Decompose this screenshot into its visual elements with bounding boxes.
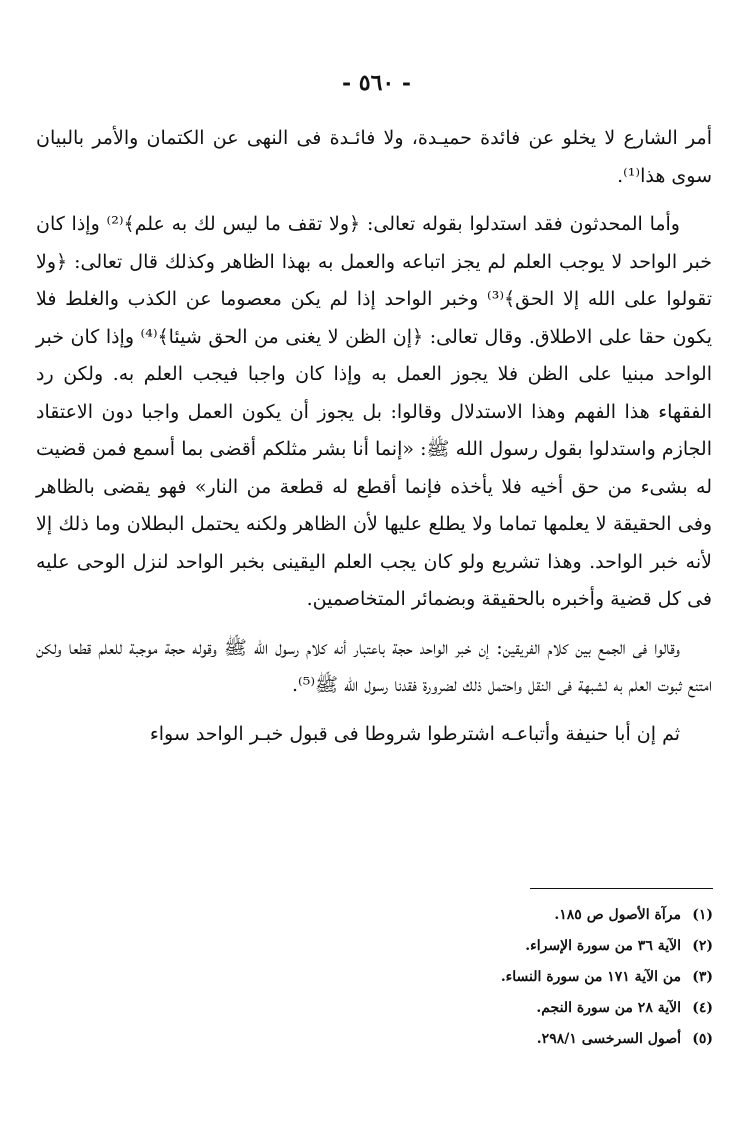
footnote (313, 931, 713, 962)
footnote (313, 1024, 713, 1055)
footnote (313, 993, 713, 1024)
footnote-divider (530, 888, 713, 889)
footnote-number: (٣) (692, 969, 713, 985)
footnote-number: (٤) (692, 1000, 713, 1016)
paragraph: وأما المحدثون فقد استدلوا بقوله تعالى: ﴿ولا تقف ما ليس لك به علم﴾⁽²⁾ وإذا كان خبر الواحد لا يوجب العلم لم يجز اتباعه والعمل به بهذا الظاهر وكذلك قال تعالى: ﴿ولا تقولوا على الله إلا الحق﴾⁽³⁾ وخبر الواحد إذا لم يكن معصوما عن الكذب والغلط فلا يكون حقا على الاطلاق. وقال تعالى: ﴿إن الظن لا يغنى من الحق شيئا﴾⁽⁴⁾ وإذا كان خبر الواحد مبنيا على الظن فلا يجوز العمل به وإذا كان واجبا فيجب العلم به. ولكن رد الفقهاء هذا الفهم وهذا الاستدلال وقالوا: بل يجوز أن يكون العمل واجبا دون الاعتقاد الجازم واستدلوا بقول رسول الله ﷺ: «إنما أنا بشر مثلكم أقضى بما أسمع فمن قضيت له بشىء من حق أخيه فلا يأخذه فإنما أقطع له قطعة من النار» فهو يقضى بالظاهر وفى الحقيقة لا يعلمها تماما ولا يطلع عليها لأن الظاهر ولكنه يحتمل البطلان وما ذلك إلا لأنه خبر الواحد. وهذا تشريع ولو كان يجب العلم اليقينى بخبر الواحد لنزل الوحى عليه فى كل قضية وأخبره بالحقيقة وبضمائر المتخاصمين. (36, 213, 713, 610)
footnote (313, 900, 713, 931)
footnote (313, 962, 713, 993)
footnote-text: الآية ٣٦ من سورة الإسراء. (525, 938, 681, 954)
paragraph: ثم إن أبا حنيفة وأتباعـه اشترطوا شروطا فى قبول خبـر الواحد سواء (149, 722, 680, 745)
footnote-text: أصول السرخسى ٢٩٨/١. (536, 1031, 681, 1047)
footnote-text: الآية ٢٨ من سورة النجم. (536, 1000, 681, 1016)
footnote-number: (١) (692, 907, 713, 923)
footnotes (313, 900, 713, 1055)
main-text (36, 120, 712, 764)
footnote-text: مرآة الأصول ص ١٨٥. (554, 907, 681, 923)
page-number: - ٥٦٠ - (341, 70, 412, 96)
paragraph: أمر الشارع لا يخلو عن فائدة حميـدة، ولا فائـدة فى النهى عن الكتمان والأمر بالبيان سوى هذا⁽¹⁾. (36, 127, 713, 187)
paragraph: وقالوا فى الجمع بين كلام الفريقين: إن خبر الواحد حجة باعتبار أنه كلام رسول الله ﷺ وقوله حجة موجبة للعلم قطعا ولكن امتنع ثبوت العلم به لشبهة فى النقل واحتمل ذلك لضرورة فقدنا رسول الله ﷺ⁽⁵⁾. (36, 636, 712, 696)
footnote-number: (٢) (692, 938, 713, 954)
footnote-text: من الآية ١٧١ من سورة النساء. (500, 969, 681, 985)
footnote-number: (٥) (692, 1031, 713, 1047)
